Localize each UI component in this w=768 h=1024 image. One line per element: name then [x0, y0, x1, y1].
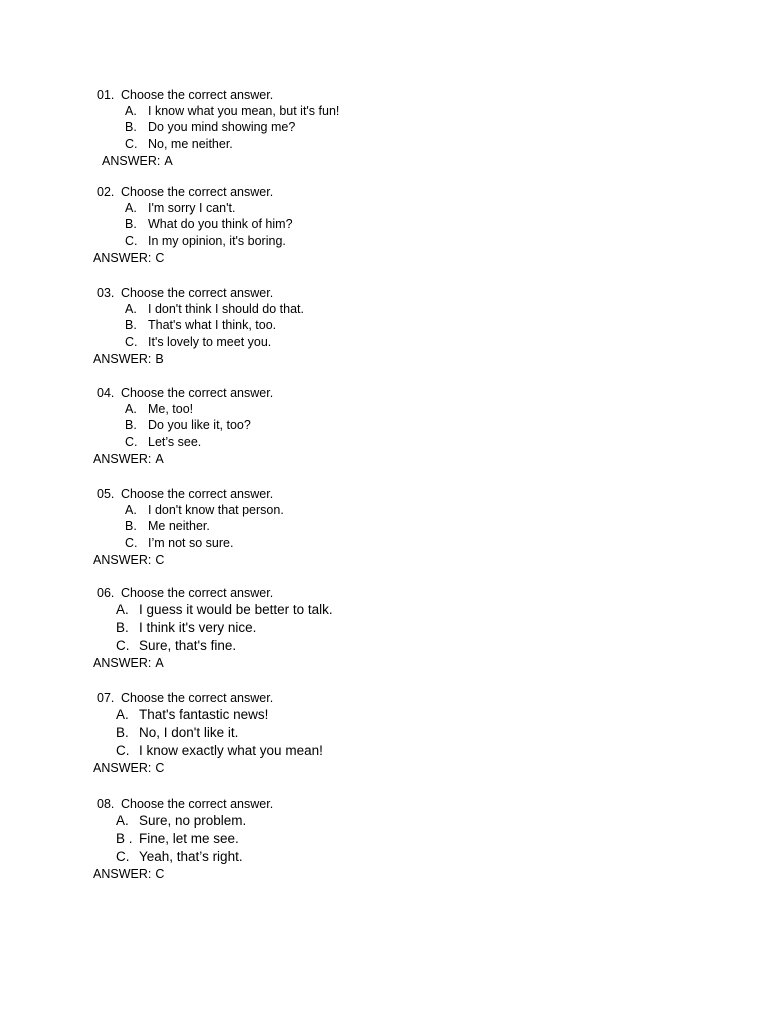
question-prompt-line	[93, 585, 653, 601]
option-a	[93, 200, 653, 216]
question-prompt-line	[93, 184, 653, 200]
option-text: Do you like it, too?	[148, 418, 251, 433]
answer-value: A	[164, 153, 173, 168]
question-2	[93, 184, 653, 266]
option-a	[93, 812, 653, 830]
option-b	[93, 417, 653, 433]
question-prompt: Choose the correct answer.	[121, 185, 274, 199]
option-list	[93, 601, 653, 654]
option-letter: C.	[116, 637, 130, 653]
option-text: No, I don't like it.	[139, 724, 239, 740]
option-letter: A.	[116, 707, 129, 722]
question-6	[93, 585, 653, 671]
option-b	[93, 317, 653, 333]
question-prompt: Choose the correct answer.	[121, 586, 274, 600]
option-a	[93, 601, 653, 619]
option-b	[93, 518, 653, 534]
option-text: No, me neither.	[148, 136, 233, 151]
answer-line	[93, 865, 653, 882]
question-number: 03.	[97, 286, 115, 300]
option-letter: B.	[116, 724, 129, 740]
question-prompt-line	[93, 285, 653, 301]
answer-line	[93, 551, 653, 568]
answer-value: C	[155, 761, 165, 776]
option-text: Sure, that's fine.	[139, 637, 237, 653]
option-b	[93, 216, 653, 232]
option-a	[93, 401, 653, 417]
option-text: I'm sorry I can't.	[148, 201, 236, 215]
option-text: I guess it would be better to talk.	[139, 602, 333, 617]
answer-value: A	[155, 451, 164, 466]
option-list	[93, 706, 653, 759]
option-text: Fine, let me see.	[139, 830, 239, 846]
option-letter: A.	[125, 201, 137, 215]
question-prompt: Choose the correct answer.	[121, 88, 274, 102]
question-number: 08.	[97, 797, 115, 811]
question-1	[93, 87, 653, 169]
option-letter: A.	[125, 302, 137, 316]
option-letter: C.	[125, 334, 138, 349]
question-prompt-line	[93, 87, 653, 103]
option-text: What do you think of him?	[148, 217, 293, 232]
option-letter: A.	[125, 402, 137, 416]
question-5	[93, 486, 653, 568]
question-number: 04.	[97, 386, 115, 400]
option-list	[93, 103, 653, 152]
option-b	[93, 724, 653, 742]
option-c	[93, 742, 653, 760]
option-text: I don't know that person.	[148, 503, 284, 517]
question-7	[93, 690, 653, 776]
option-list	[93, 502, 653, 551]
option-list	[93, 401, 653, 450]
question-prompt: Choose the correct answer.	[121, 487, 274, 501]
answer-label: ANSWER:	[93, 351, 152, 366]
option-letter: B.	[125, 519, 137, 534]
answer-line	[93, 152, 653, 169]
option-letter: C.	[125, 535, 138, 550]
question-prompt-line	[93, 486, 653, 502]
answer-value: C	[155, 250, 165, 265]
question-number: 02.	[97, 185, 115, 199]
answer-label: ANSWER:	[93, 867, 152, 882]
answer-label: ANSWER:	[93, 656, 152, 671]
question-number: 07.	[97, 691, 115, 705]
option-c	[93, 233, 653, 249]
option-b	[93, 119, 653, 135]
option-letter: B.	[125, 418, 137, 433]
answer-line	[93, 759, 653, 776]
question-8	[93, 796, 653, 882]
option-text: Yeah, that’s right.	[139, 848, 243, 864]
option-text: Me neither.	[148, 519, 210, 534]
option-text: That's what I think, too.	[148, 318, 277, 333]
option-a	[93, 706, 653, 724]
option-text: I know what you mean, but it's fun!	[148, 104, 340, 118]
option-text: I’m not so sure.	[148, 535, 234, 550]
question-number: 06.	[97, 586, 115, 600]
option-letter: A.	[125, 503, 137, 517]
option-b	[93, 619, 653, 637]
option-text: Sure, no problem.	[139, 813, 247, 828]
option-list	[93, 812, 653, 865]
option-letter: A.	[116, 813, 129, 828]
answer-value: A	[155, 656, 164, 671]
option-letter: B.	[125, 217, 137, 232]
option-text: Me, too!	[148, 402, 194, 416]
answer-line	[93, 654, 653, 671]
question-3	[93, 285, 653, 367]
option-list	[93, 200, 653, 249]
option-letter: C.	[116, 742, 130, 758]
answer-value: B	[155, 351, 164, 366]
question-prompt-line	[93, 385, 653, 401]
option-letter: C.	[116, 848, 130, 864]
option-letter: B.	[125, 120, 137, 135]
question-prompt: Choose the correct answer.	[121, 691, 274, 705]
question-prompt: Choose the correct answer.	[121, 286, 274, 300]
option-text: Do you mind showing me?	[148, 120, 296, 135]
answer-label: ANSWER:	[102, 153, 161, 168]
option-text: That's fantastic news!	[139, 707, 269, 722]
question-prompt: Choose the correct answer.	[121, 797, 274, 811]
question-prompt-line	[93, 690, 653, 706]
option-letter: C.	[125, 233, 138, 248]
option-c	[93, 434, 653, 450]
option-text: I know exactly what you mean!	[139, 742, 323, 758]
answer-value: C	[155, 552, 165, 567]
option-c	[93, 637, 653, 655]
answer-line	[93, 249, 653, 266]
option-text: I don't think I should do that.	[148, 302, 304, 316]
option-text: Let’s see.	[148, 434, 202, 449]
option-letter: B.	[116, 619, 129, 635]
option-letter: C.	[125, 136, 138, 151]
option-list	[93, 301, 653, 350]
option-b	[93, 830, 653, 848]
question-prompt: Choose the correct answer.	[121, 386, 274, 400]
answer-line	[93, 350, 653, 367]
option-text: It's lovely to meet you.	[148, 334, 272, 349]
option-c	[93, 136, 653, 152]
question-number: 01.	[97, 88, 115, 102]
answer-label: ANSWER:	[93, 761, 152, 776]
option-text: I think it's very nice.	[139, 619, 257, 635]
option-letter: A.	[116, 602, 129, 617]
option-letter: C.	[125, 434, 138, 449]
question-number: 05.	[97, 487, 115, 501]
option-c	[93, 848, 653, 866]
answer-label: ANSWER:	[93, 451, 152, 466]
option-letter: A.	[125, 104, 137, 118]
answer-value: C	[155, 867, 165, 882]
option-a	[93, 301, 653, 317]
option-a	[93, 502, 653, 518]
option-letter: B .	[116, 830, 133, 846]
option-text: In my opinion, it's boring.	[148, 233, 286, 248]
option-c	[93, 535, 653, 551]
question-4	[93, 385, 653, 467]
answer-label: ANSWER:	[93, 552, 152, 567]
question-prompt-line	[93, 796, 653, 812]
answer-line	[93, 450, 653, 467]
option-a	[93, 103, 653, 119]
option-c	[93, 334, 653, 350]
option-letter: B.	[125, 318, 137, 333]
answer-label: ANSWER:	[93, 250, 152, 265]
